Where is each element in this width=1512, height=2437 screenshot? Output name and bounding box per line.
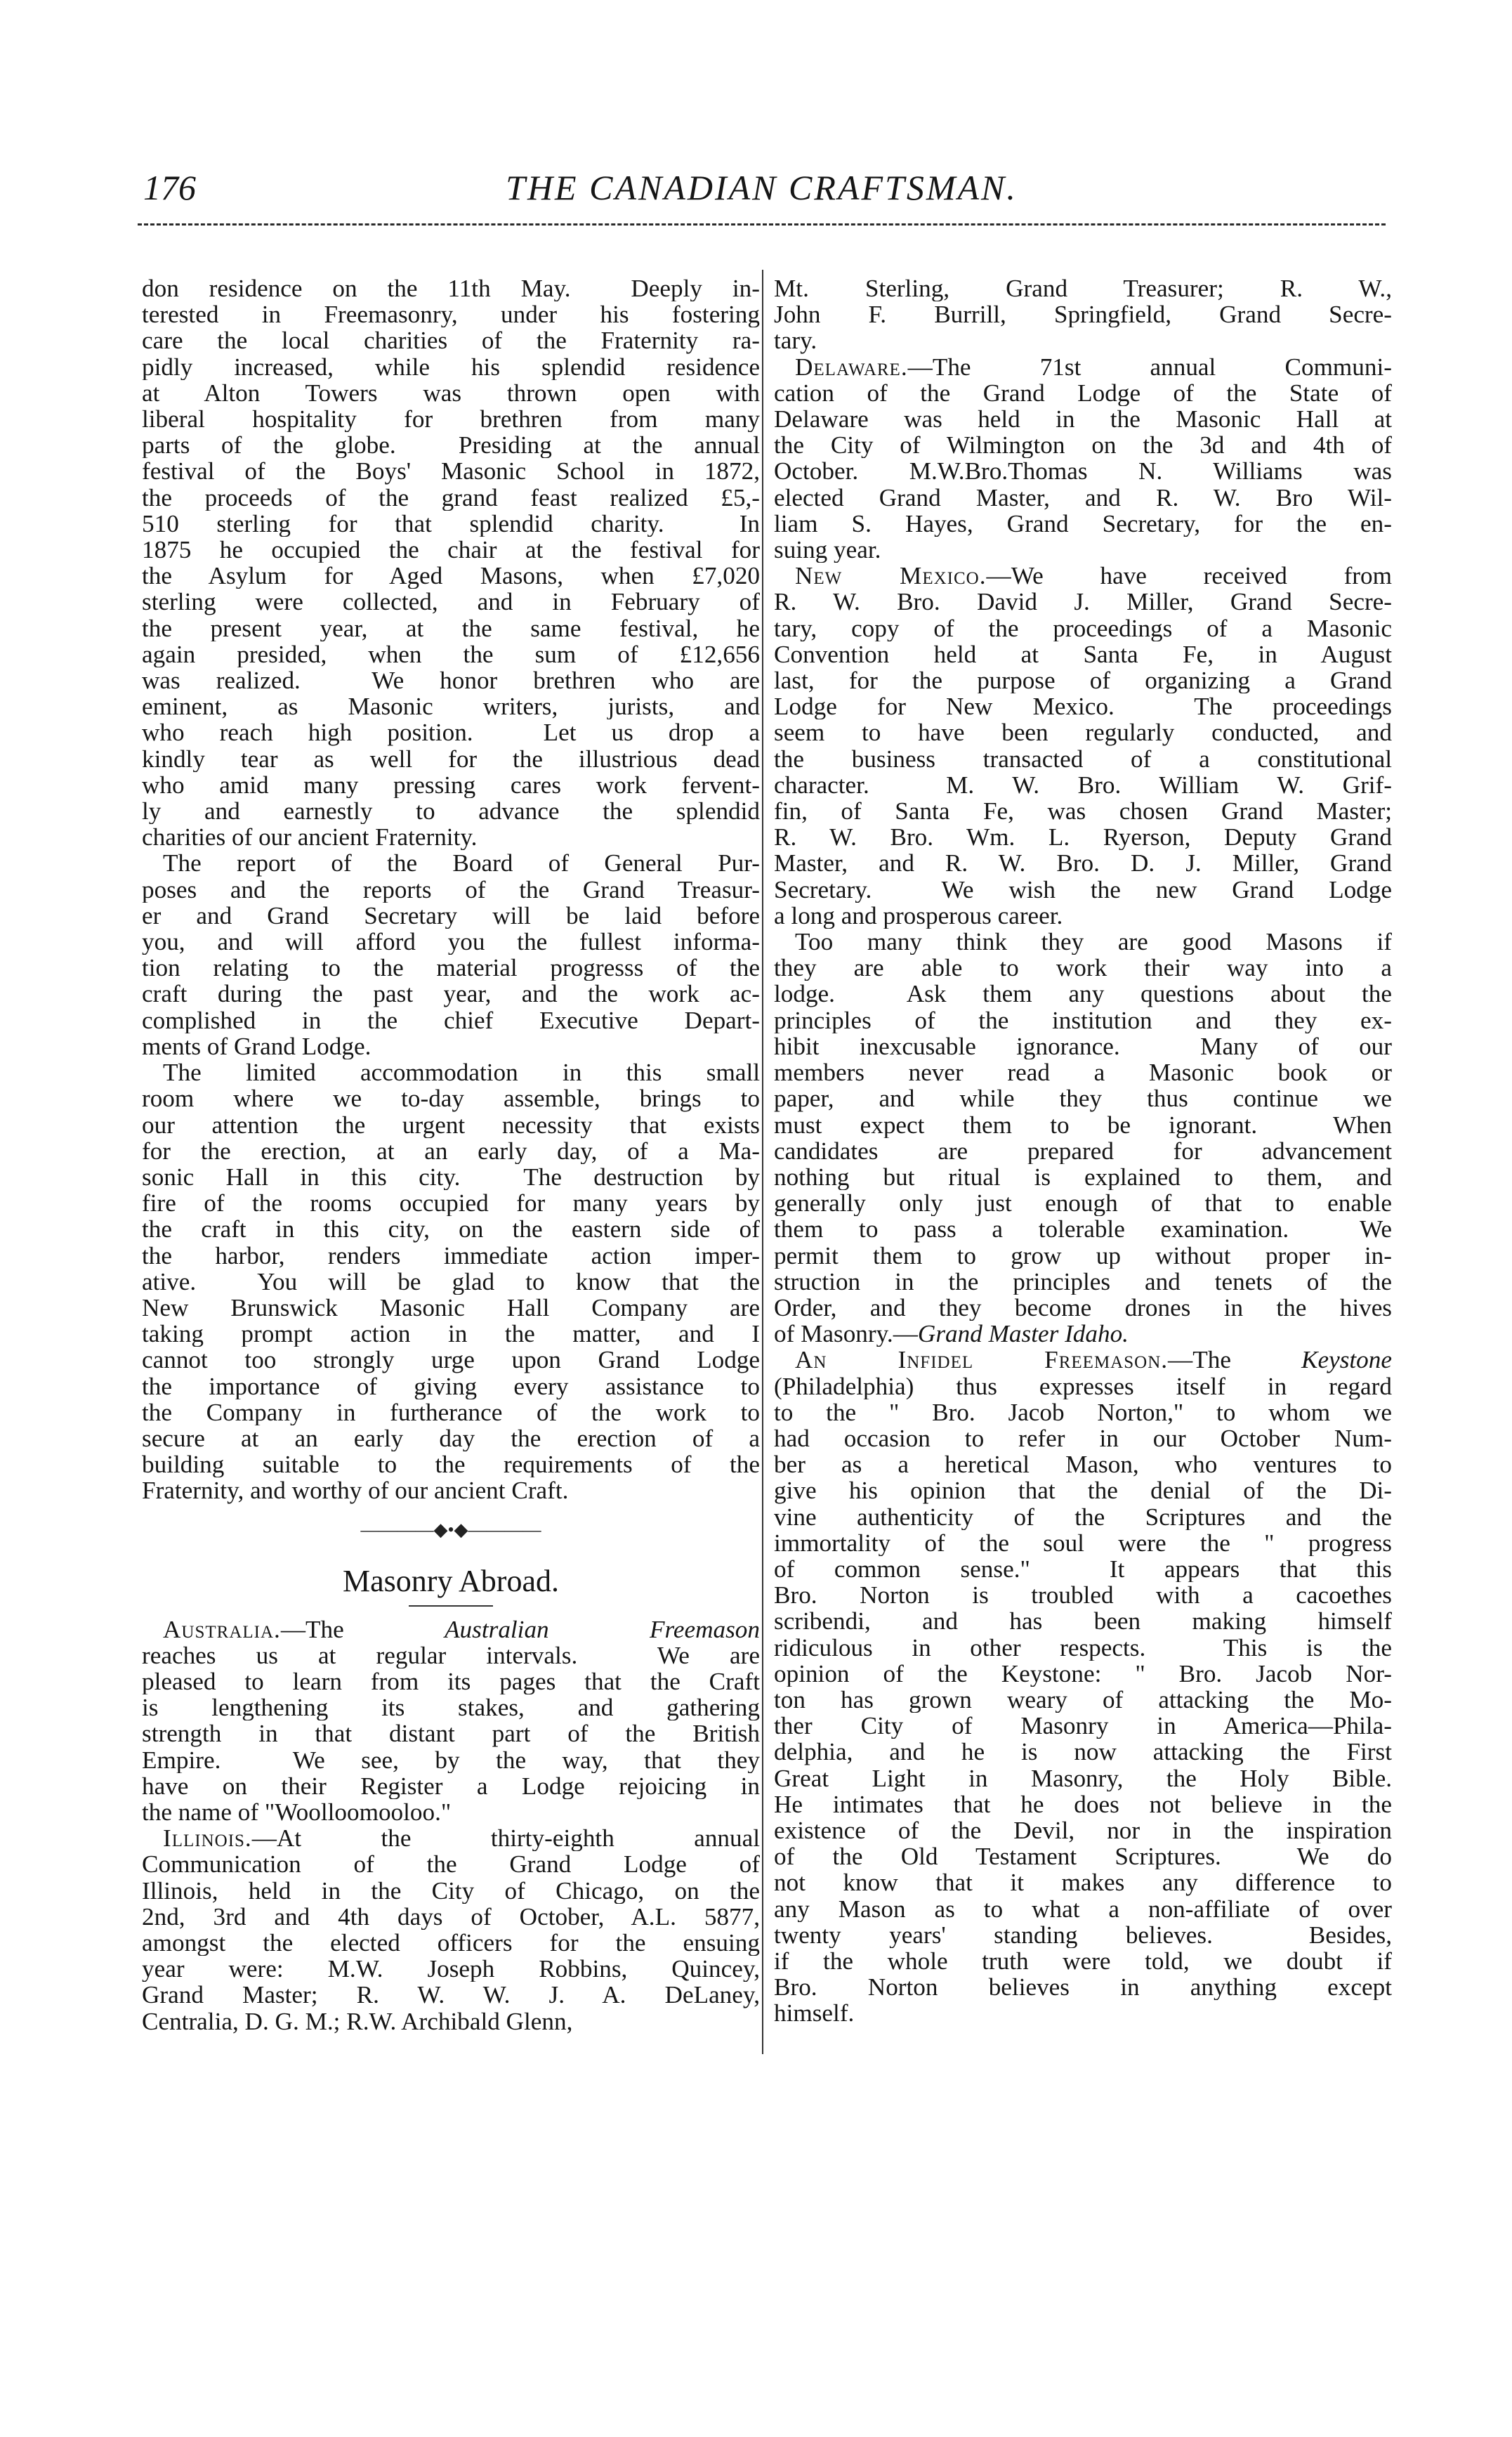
text-line: the present year, at the same festival, he [142,615,760,641]
text-line: vine authenticity of the Scriptures and the [774,1503,1392,1530]
text-line: Illinois, held in the City of Chicago, on the [142,1877,760,1904]
text-line: He intimates that he does not believe in the [774,1791,1392,1817]
paragraph [142,275,760,850]
text-line: ton has grown weary of attacking the Mo- [774,1686,1392,1713]
text-line: cannot too strongly urge upon Grand Lodge [142,1347,760,1373]
text-line: ative. You will be glad to know that the [142,1268,760,1295]
text-line: pleased to learn from its pages that the Craft [142,1668,760,1695]
text-line: The limited accommodation in this small [163,1059,760,1086]
text-line: character. M. W. Bro. William W. Grif- [774,771,1392,799]
text-line [142,1616,760,1642]
text-line: elected Grand Master, and R. W. Bro Wil- [774,484,1392,511]
text-line: was realized. We honor brethren who are [142,667,760,694]
paragraph-masons [774,929,1392,1347]
text-line: Mt. Sterling, Grand Treasurer; R. W., [774,275,1392,302]
text-line: of common sense." It appears that this [774,1555,1392,1583]
text-line: not know that it makes any difference to [774,1869,1392,1896]
text-line: seem to have been regularly conducted, and [774,719,1392,746]
text-line: craft during the past year, and the work ac- [142,981,760,1007]
text-line: R. W. Bro. Wm. L. Ryerson, Deputy Grand [774,824,1392,851]
text-line: existence of the Devil, nor in the inspiration [774,1817,1392,1844]
subheading: Delaware. [795,353,908,380]
text-line: the name of "Woolloomooloo." [142,1798,452,1826]
text-line: the City of Wilmington on the 3d and 4th of [774,432,1392,459]
paragraph-delaware [774,354,1392,563]
text-line: New Brunswick Masonic Hall Company are [142,1294,760,1321]
text-line: parts of the globe. Presiding at the annual [142,432,760,459]
text-line: building suitable to the requirements of the [142,1451,760,1478]
text-line: charities of our ancient Fraternity. [142,824,478,851]
text-line: 2nd, 3rd and 4th days of October, A.L. 5877, [142,1903,760,1930]
text-run: —The [1168,1347,1301,1373]
text-line: year were: M.W. Joseph Robbins, Quincey, [142,1956,760,1982]
text-line: principles of the institution and they ex- [774,1007,1392,1033]
text-line: of the Old Testament Scriptures. We do [774,1843,1392,1870]
text-line: October. M.W.Bro.Thomas N. Williams was [774,458,1392,485]
running-title: THE CANADIAN CRAFTSMAN. [506,168,1018,207]
text-line: again presided, when the sum of £12,656 [142,641,760,668]
text-line: opinion of the Keystone: " Bro. Jacob Nor- [774,1660,1392,1687]
text-line: members never read a Masonic book or [774,1059,1392,1086]
section-ornament: ————◆•◆———— [360,1519,541,1540]
text-line: Centralia, D. G. M.; R.W. Archibald Glenn, [142,2008,573,2034]
subheading: An Infidel Freemason. [795,1347,1169,1373]
text-line: (Philadelphia) thus expresses itself in regard [774,1373,1392,1399]
text-line: Order, and they become drones in the hives [774,1294,1392,1321]
text-line [142,1825,760,1851]
text-line: Fraternity, and worthy of our ancient Craft. [142,1477,569,1504]
page-header [138,163,1386,212]
text-line: festival of the Boys' Masonic School in 1872, [142,458,760,485]
text-lines [142,1851,760,2034]
text-line: complished in the chief Executive Depart- [142,1007,760,1033]
text-line: the Asylum for Aged Masons, when £7,020 [142,563,760,589]
paragraph [774,275,1392,354]
text-line: the business transacted of a constitutional [774,745,1392,772]
keystone-title: Keystone [1301,1347,1392,1373]
text-lines [774,589,1392,929]
left-column [142,275,760,2034]
text-line: tary. [774,327,817,354]
text-line: er and Grand Secretary will be laid before [142,902,760,929]
subheading: Australia. [163,1616,281,1642]
page-number: 176 [143,168,196,207]
text-line: reaches us at regular intervals. We are [142,1642,760,1668]
text-line [774,1347,1392,1373]
text-lines [774,1373,1392,2027]
text-line: twenty years' standing believes. Besides, [774,1921,1392,1948]
text-line: amongst the elected officers for the ensuing [142,1929,760,1956]
text-line: Too many think they are good Masons if [795,929,1392,955]
text-line: struction in the principles and tenets of the [774,1268,1392,1295]
header-rule [138,223,1386,226]
text-line: the harbor, renders immediate action imper- [142,1242,760,1269]
text-line: paper, and while they thus continue we [774,1085,1392,1112]
text-line [774,354,1392,380]
text-line: candidates are prepared for advancement [774,1137,1392,1164]
paragraph-infidel [774,1347,1392,2026]
paragraph-new-mexico [774,563,1392,929]
text-line: Lodge for New Mexico. The proceedings [774,693,1392,720]
text-line: to the " Bro. Jacob Norton," to whom we [774,1399,1392,1425]
text-line: of Masonry.—Grand Master Idaho. [774,1321,1129,1347]
text-line: room where we to-day assemble, brings to [142,1085,760,1112]
subheading: New Mexico. [795,563,987,589]
text-line: nothing but ritual is explained to them, and [774,1163,1392,1191]
text-line: taking prompt action in the matter, and I [142,1321,760,1347]
text-line: the importance of giving every assistance to [142,1373,760,1399]
text-line: 1875 he occupied the chair at the festival for [142,537,760,563]
text-line: terested in Freemasonry, under his fostering [142,301,760,328]
paragraph [142,850,760,1059]
text-line: the Company in furtherance of the work to [142,1399,760,1425]
text-lines [774,929,1392,1347]
text-line: ther City of Masonry in America—Phila- [774,1713,1392,1739]
text-run: —We have received from [986,563,1392,589]
text-line: R. W. Bro. David J. Miller, Grand Secre- [774,589,1392,615]
text-line: tion relating to the material progresss of the [142,955,760,981]
text-line: the proceeds of the grand feast realized £5,- [142,484,760,511]
text-line: is lengthening its stakes, and gathering [142,1694,760,1721]
paragraph-australia [142,1616,760,1826]
text-line: immortality of the soul were the " progress [774,1529,1392,1556]
text-line: Grand Master; R. W. W. J. A. DeLaney, [142,1982,760,2008]
text-line: who reach high position. Let us drop a [142,719,760,746]
text-line: the craft in this city, on the eastern side of [142,1216,760,1243]
text-line: ber as a heretical Mason, who ventures to [774,1451,1392,1478]
publication-title: Australian Freemason [445,1616,760,1642]
text-line: kindly tear as well for the illustrious dead [142,745,760,772]
text-line: hibit inexcusable ignorance. Many of our [774,1033,1392,1060]
text-line: scribendi, and has been making himself [774,1608,1392,1635]
text-line: liam S. Hayes, Grand Secretary, for the en- [774,510,1392,537]
text-line [774,563,1392,589]
text-line: Bro. Norton believes in anything except [774,1974,1392,2001]
text-line: them to pass a tolerable examination. We [774,1216,1392,1243]
text-line: they are able to work their way into a [774,955,1392,981]
text-line: care the local charities of the Fraternity ra- [142,327,760,354]
text-line: ridiculous in other respects. This is the [774,1634,1392,1661]
column-divider [762,270,763,2054]
text-line: Master, and R. W. Bro. D. J. Miller, Grand [774,850,1392,877]
text-line: delphia, and he is now attacking the First [774,1739,1392,1765]
text-line: Secretary. We wish the new Grand Lodge [774,876,1392,903]
text-line: our attention the urgent necessity that exists [142,1111,760,1138]
text-line: lodge. Ask them any questions about the [774,981,1392,1007]
text-line: fire of the rooms occupied for many years by [142,1190,760,1217]
text-line: tary, copy of the proceedings of a Masonic [774,615,1392,641]
text-line: liberal hospitality for brethren from many [142,406,760,433]
text-line: ments of Grand Lodge. [142,1033,372,1060]
text-line: secure at an early day the erection of a [142,1425,760,1452]
text-line: have on their Register a Lodge rejoicing in [142,1772,760,1799]
text-line: Empire. We see, by the way, that they [142,1746,760,1773]
paragraph [142,1059,760,1503]
text-line: suing year. [774,537,881,563]
text-line: Communication of the Grand Lodge of [142,1851,760,1878]
right-column [774,275,1392,2027]
text-line: eminent, as Masonic writers, jurists, and [142,693,760,720]
section-title: Masonry Abroad. [343,1563,559,1598]
text-line: at Alton Towers was thrown open with [142,379,760,407]
text-line: strength in that distant part of the British [142,1720,760,1747]
text-line: must expect them to be ignorant. When [774,1111,1392,1138]
text-lines [774,380,1392,563]
text-line: Delaware was held in the Masonic Hall at [774,406,1392,433]
text-lines [142,1642,760,1825]
text-line: for the erection, at an early day, of a Ma- [142,1137,760,1164]
text-line: if the whole truth were told, we doubt if [774,1948,1392,1975]
paragraph-illinois [142,1825,760,2034]
text-line: himself. [774,2000,855,2027]
text-line: fin, of Santa Fe, was chosen Grand Master; [774,798,1392,825]
text-line: don residence on the 11th May. Deeply in- [142,275,760,302]
text-run: —The 71st annual Communi- [907,353,1392,380]
text-line: The report of the Board of General Pur- [163,850,760,877]
text-line: last, for the purpose of organizing a Grand [774,667,1392,694]
text-line: sterling were collected, and in February of [142,589,760,615]
quote-credit: Grand Master Idaho. [917,1321,1129,1347]
text-run: —The Australian Freemason [280,1616,760,1642]
text-line: Convention held at Santa Fe, in August [774,641,1392,668]
text-line: John F. Burrill, Springfield, Grand Secre- [774,301,1392,328]
text-line: had occasion to refer in our October Num- [774,1425,1392,1452]
text-line: 510 sterling for that splendid charity. In [142,510,760,537]
text-line: a long and prosperous career. [774,902,1063,929]
section-title-rule [409,1605,493,1607]
text-line: cation of the Grand Lodge of the State of [774,379,1392,407]
text-line: Great Light in Masonry, the Holy Bible. [774,1765,1392,1791]
text-line: ly and earnestly to advance the splendid [142,798,760,825]
text-line: any Mason as to what a non-affiliate of over [774,1895,1392,1922]
text-line: Bro. Norton is troubled with a cacoethes [774,1582,1392,1609]
text-line: give his opinion that the denial of the Di- [774,1477,1392,1504]
text-line: sonic Hall in this city. The destruction by [142,1163,760,1191]
text-line: poses and the reports of the Grand Treasur- [142,876,760,903]
subheading: Illinois. [163,1825,252,1852]
text-line: who amid many pressing cares work fervent- [142,771,760,799]
text-line: permit them to grow up without proper in- [774,1242,1392,1269]
text-line: generally only just enough of that to enable [774,1190,1392,1217]
text-run: —At the thirty-eighth annual [251,1825,760,1852]
text-line: pidly increased, while his splendid residence [142,353,760,380]
text-line: you, and will afford you the fullest informa- [142,929,760,955]
